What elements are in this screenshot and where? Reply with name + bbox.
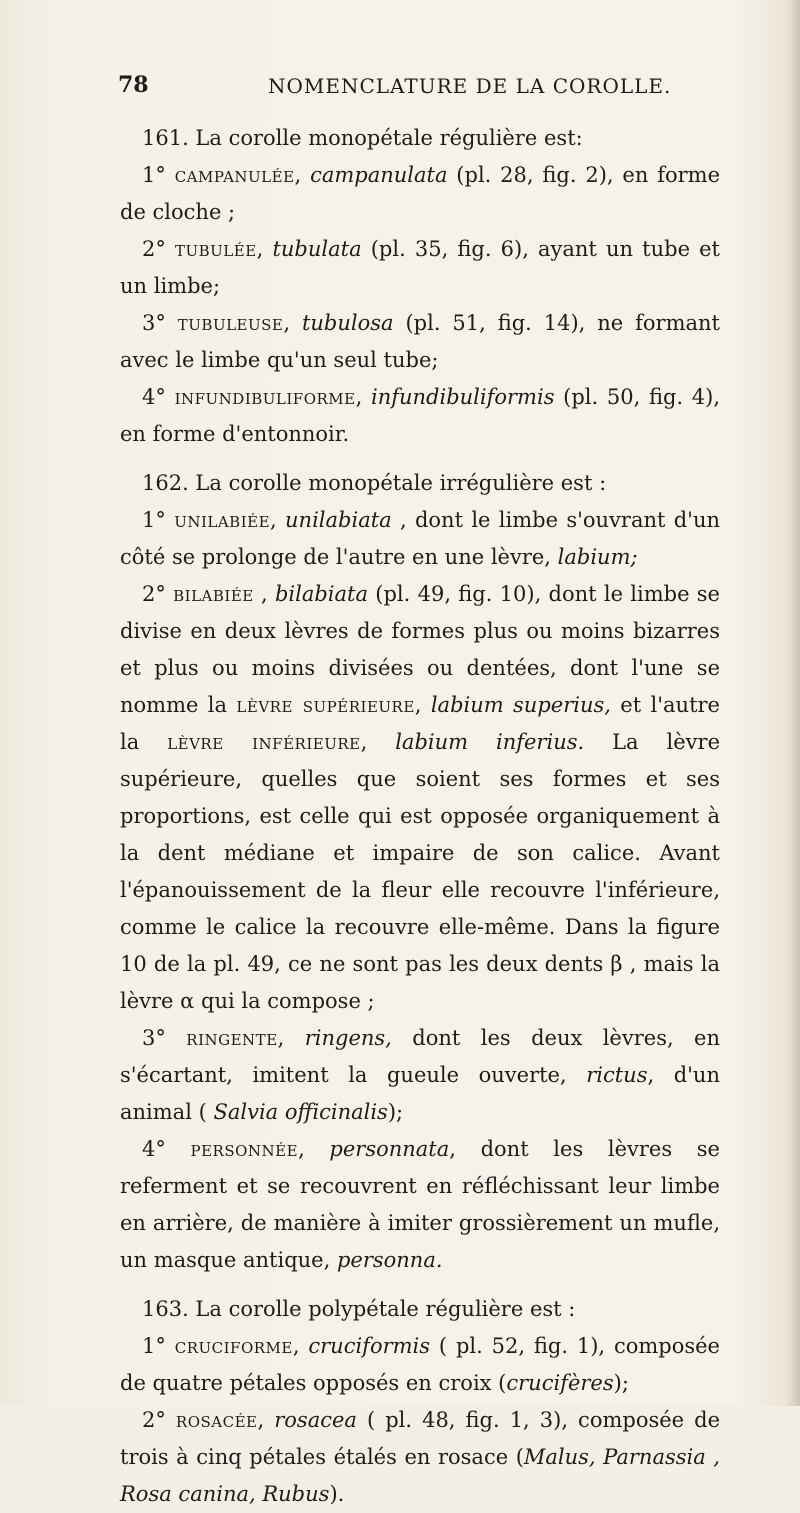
term-italic: labium; xyxy=(557,545,638,569)
term-italic: unilabiata xyxy=(285,508,392,532)
text-run: 162. La corolle monopétale irrégulière est : xyxy=(142,471,607,495)
paragraph xyxy=(120,231,720,305)
term-smallcaps: personnée xyxy=(190,1137,299,1161)
text-run: (pl. 49, fig. 10), dont le limbe se divise en deux lèvres de formes plus ou moins bizarres et plus ou moins divisées ou dentées, dont l'une se nomme la xyxy=(120,582,720,717)
text-run: , dont le limbe s'ouvrant d'un côté se prolonge de l'autre en une lèvre, xyxy=(120,508,720,569)
term-smallcaps: cruciforme xyxy=(174,1334,293,1358)
term-italic: ringens, xyxy=(304,1026,392,1050)
text-run: , xyxy=(257,1408,275,1432)
paragraph xyxy=(120,157,720,231)
text-run: (pl. 50, fig. 4), en forme d'entonnoir. xyxy=(120,385,721,446)
term-italic: labium superius, xyxy=(430,693,611,717)
text-run: 1° xyxy=(142,163,175,187)
section-heading-paragraph xyxy=(120,1291,720,1328)
paragraph xyxy=(120,502,720,576)
paragraph xyxy=(120,1131,720,1279)
text-run: , xyxy=(256,237,273,261)
text-run: , xyxy=(414,693,431,717)
term-italic: Malus, Parnassia , Rosa canina, Rubus xyxy=(120,1445,720,1506)
text-run: 161. La corolle monopétale régulière est: xyxy=(142,126,583,150)
term-italic: tubulata xyxy=(272,237,362,261)
text-run: ); xyxy=(387,1100,404,1124)
text-run: dont les deux lèvres, en s'écartant, imitent la gueule ouverte, xyxy=(120,1026,721,1087)
term-smallcaps: campanulée xyxy=(174,163,295,187)
term-italic: personnata xyxy=(329,1137,450,1161)
term-smallcaps: ringente xyxy=(186,1026,278,1050)
page-number: 78 xyxy=(118,72,149,98)
term-smallcaps: tubulée xyxy=(174,237,257,261)
text-run: 2° xyxy=(142,237,175,261)
text-run: La lèvre supérieure, quelles que soient ses formes et ses proportions, est celle qui est opposée organiquement à la dent médiane et impaire de son calice. Avant l'épanouissement de la fleur elle recouvre l'inférieure, comme le calice la recouvre elle-même. Dans la figure 10 de la pl. 49, ce ne sont pas les deux dents β , mais la lèvre α qui la compose ; xyxy=(120,730,720,1013)
text-run: 163. La corolle polypétale régulière est : xyxy=(142,1297,576,1321)
text-run: 4° xyxy=(142,385,175,409)
page-header xyxy=(118,72,720,102)
paragraph xyxy=(120,1328,720,1402)
text-run: 2° xyxy=(142,1408,176,1432)
text-run: , xyxy=(298,1137,330,1161)
text-run: , xyxy=(360,730,396,754)
text-run: , xyxy=(270,508,286,532)
text-run: , xyxy=(294,163,311,187)
text-run: , d'un animal ( xyxy=(120,1063,720,1124)
term-italic: Salvia officinalis xyxy=(213,1100,388,1124)
section-heading-paragraph xyxy=(120,465,720,502)
term-italic: rictus xyxy=(586,1063,648,1087)
text-run: ( pl. 52, fig. 1), composée de quatre pétales opposés en croix ( xyxy=(120,1334,720,1395)
text-run: ); xyxy=(613,1371,629,1395)
paragraph xyxy=(120,1402,720,1513)
paragraph xyxy=(120,120,720,157)
text-run: et l'autre la xyxy=(120,693,720,754)
text-run: , xyxy=(292,1334,309,1358)
term-smallcaps: bilabiée xyxy=(173,582,254,606)
term-smallcaps: tubuleuse xyxy=(177,311,284,335)
text-run: 1° xyxy=(142,1334,175,1358)
term-italic: labium inferius. xyxy=(395,730,585,754)
text-run: (pl. 51, fig. 14), ne formant avec le limbe qu'un seul tube; xyxy=(120,311,720,372)
text-run: 3° xyxy=(142,311,178,335)
term-smallcaps: rosacée xyxy=(175,1408,258,1432)
text-run: 2° xyxy=(142,582,174,606)
term-italic: cruciformis xyxy=(308,1334,431,1358)
text-run: (pl. 35, fig. 6), ayant un tube et un limbe; xyxy=(120,237,720,298)
paragraph xyxy=(120,1020,720,1131)
term-italic: bilabiata xyxy=(274,582,369,606)
text-run: 4° xyxy=(142,1137,191,1161)
term-smallcaps: infundibuliforme xyxy=(174,385,356,409)
paragraph xyxy=(120,379,720,453)
term-italic: campanulata xyxy=(310,163,448,187)
text-run: , dont les lèvres se referment et se recouvrent en réfléchissant leur limbe en arrière, de manière à imiter grossièrement un mufle, un masque antique, xyxy=(120,1137,720,1272)
text-run: ( pl. 48, fig. 1, 3), composée de trois à cinq pétales étalés en rosace ( xyxy=(120,1408,721,1469)
text-run: , xyxy=(253,582,275,606)
running-head: NOMENCLATURE DE LA COROLLE. xyxy=(268,74,672,98)
text-run: , xyxy=(355,385,371,409)
term-italic: rosacea xyxy=(274,1408,357,1432)
text-run: ). xyxy=(329,1482,345,1506)
paragraph xyxy=(120,305,720,379)
page-edge-shadow xyxy=(786,0,800,1406)
body-text xyxy=(120,120,720,1513)
text-run: 1° xyxy=(142,508,175,532)
term-smallcaps: lèvre supérieure xyxy=(236,693,415,717)
text-run: 3° xyxy=(142,1026,187,1050)
term-smallcaps: unilabiée xyxy=(174,508,271,532)
term-italic: infundibuliformis xyxy=(370,385,555,409)
text-run: , xyxy=(277,1026,305,1050)
paragraph xyxy=(120,576,720,1020)
text-run: , xyxy=(283,311,302,335)
term-smallcaps: lèvre inférieure xyxy=(167,730,361,754)
term-italic: crucifères xyxy=(506,1371,614,1395)
text-run: (pl. 28, fig. 2), en forme de cloche ; xyxy=(120,163,720,224)
term-italic: personna. xyxy=(336,1248,443,1272)
term-italic: tubulosa xyxy=(301,311,394,335)
